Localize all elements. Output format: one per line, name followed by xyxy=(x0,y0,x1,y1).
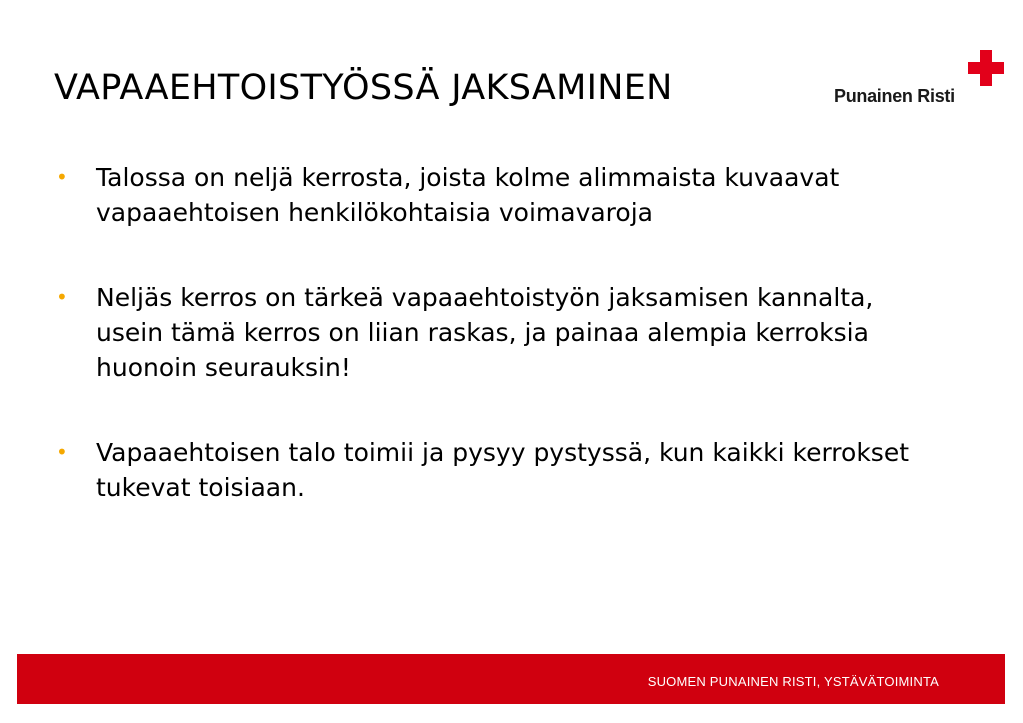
bullet-dot-icon: • xyxy=(56,440,68,464)
bullet-text: Talossa on neljä kerrosta, joista kolme alimmaista kuvaavat vapaaehtoisen henkilökohtaisia voimavaroja xyxy=(96,163,840,227)
bullet-text: Vapaaehtoisen talo toimii ja pysyy pystyssä, kun kaikki kerrokset tukevat toisiaan. xyxy=(96,438,910,502)
bullet-item xyxy=(56,435,936,505)
logo-text: Punainen Risti xyxy=(834,86,955,106)
bullet-item xyxy=(56,160,936,230)
punainen-risti-logo xyxy=(834,50,1006,110)
footer-bar xyxy=(17,654,1005,704)
bullet-list xyxy=(56,160,936,555)
bullet-text: Neljäs kerros on tärkeä vapaaehtoistyön jaksamisen kannalta, usein tämä kerros on liian raskas, ja painaa alempia kerroksia huonoin seurauksin! xyxy=(96,283,874,382)
slide-title: VAPAAEHTOISTYÖSSÄ JAKSAMINEN xyxy=(54,68,673,108)
bullet-dot-icon: • xyxy=(56,165,68,189)
bullet-item xyxy=(56,280,936,385)
footer-text: SUOMEN PUNAINEN RISTI, YSTÄVÄTOIMINTA xyxy=(647,674,939,689)
bullet-dot-icon: • xyxy=(56,285,68,309)
red-cross-icon xyxy=(968,50,1004,86)
